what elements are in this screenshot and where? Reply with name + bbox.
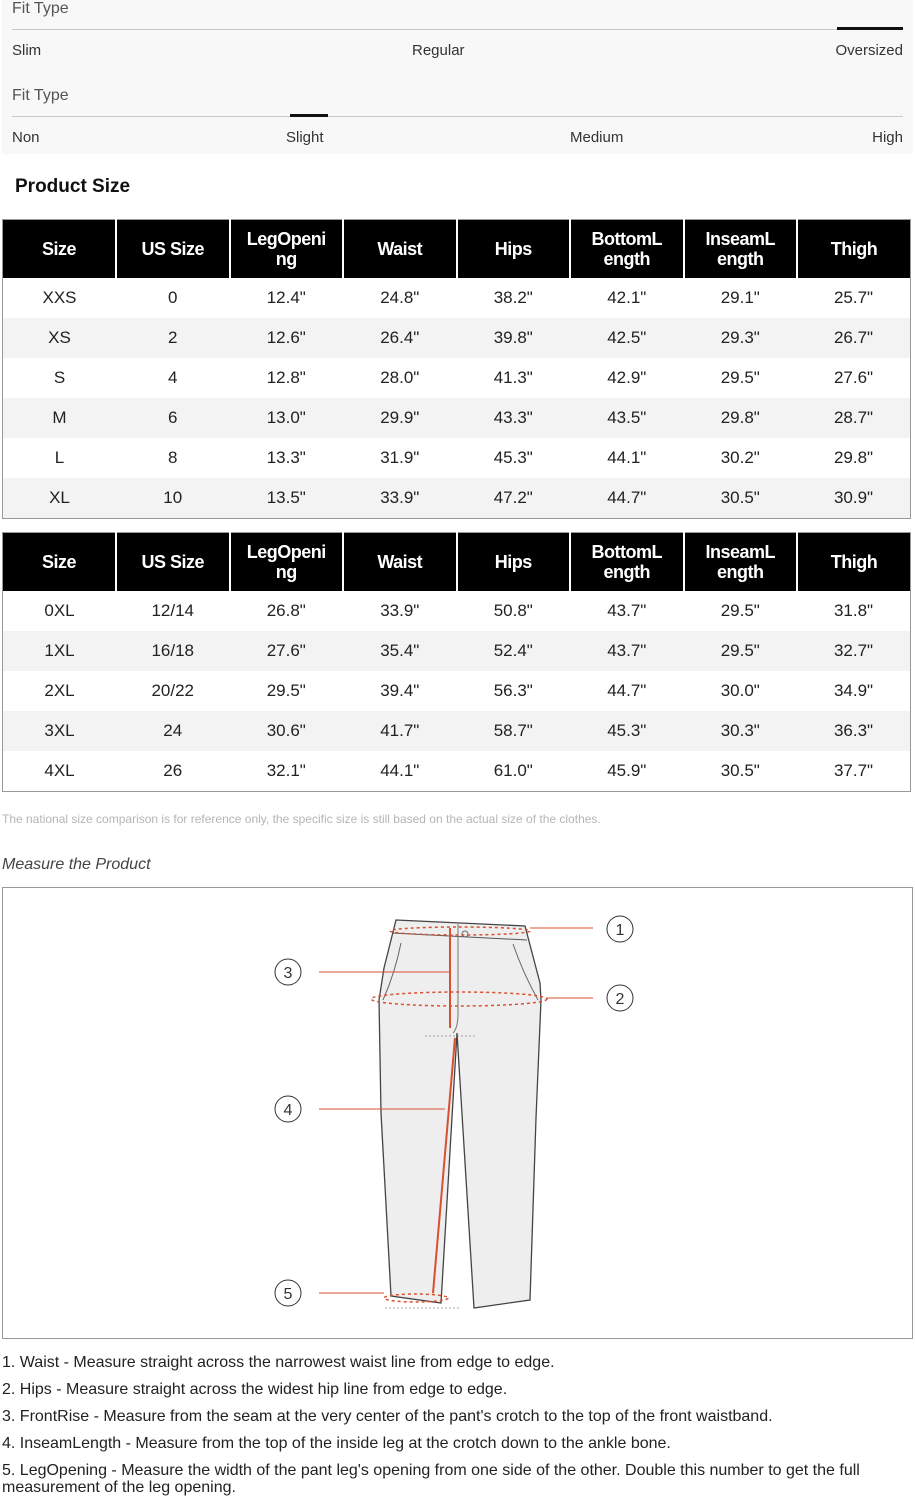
fit-type-panel: [2, 0, 913, 154]
instruction-inseam: 4. InseamLength - Measure from the top of the inside leg at the crotch down to the ankle bone.: [2, 1435, 671, 1452]
instruction-hips: 2. Hips - Measure straight across the widest hip line from edge to edge.: [2, 1381, 508, 1398]
table-cell: 2: [116, 318, 230, 358]
fit-type-indicator: [837, 27, 903, 30]
table-cell: 35.4": [343, 631, 457, 671]
table-cell: 8: [168, 448, 178, 467]
table-cell: S: [53, 368, 66, 387]
table-cell: 47.2": [457, 478, 571, 519]
table-cell: 31.9": [380, 448, 420, 467]
table-cell: L: [54, 448, 65, 467]
table-cell: 13.5": [230, 478, 344, 519]
stretch-label-non: Non: [12, 129, 40, 146]
table-cell: 45.3": [493, 448, 533, 467]
table-cell: 29.5": [266, 681, 306, 700]
callout-1: 1: [615, 922, 625, 939]
table-cell: 42.5": [570, 318, 684, 358]
header-us-size: US Size: [116, 533, 230, 592]
table-cell: 41.7": [343, 711, 457, 751]
header-thigh: Thigh: [797, 220, 911, 279]
header-leg-opening: LegOpeni ng: [230, 220, 344, 279]
table-cell: XS: [3, 318, 117, 358]
table-cell: 30.3": [684, 711, 798, 751]
table-row: [3, 398, 911, 438]
header-us-size: US Size: [116, 220, 230, 279]
header-bottom-length: BottomL ength: [570, 220, 684, 279]
table-cell: 45.3": [570, 711, 684, 751]
table-cell: 32.1": [266, 761, 306, 780]
table-cell: 50.8": [493, 601, 533, 620]
header-waist: Waist: [343, 220, 457, 279]
header-bottom-length: BottomL ength: [570, 533, 684, 592]
table-cell: 6: [116, 398, 230, 438]
table-header-row: [3, 533, 911, 592]
table-row: [3, 631, 911, 671]
table-cell: 29.5": [684, 631, 798, 671]
table-cell: 43.7": [607, 601, 647, 620]
table-row: [3, 591, 911, 631]
table-cell: 52.4": [457, 631, 571, 671]
table-row: [3, 751, 911, 792]
header-thigh: Thigh: [797, 533, 911, 592]
stretch-type-title: Fit Type: [12, 87, 69, 104]
table-cell: 20/22: [151, 681, 195, 700]
table-cell: 43.7": [570, 631, 684, 671]
size-table-regular: [2, 219, 911, 519]
table-cell: 2XL: [44, 681, 75, 700]
table-row: [3, 671, 911, 711]
table-cell: 30.2": [720, 448, 760, 467]
table-cell: 38.2": [493, 288, 533, 307]
table-cell: 29.5": [720, 601, 760, 620]
table-cell: 0XL: [44, 601, 75, 620]
table-cell: 44.7": [570, 478, 684, 519]
table-cell: 29.3": [684, 318, 798, 358]
header-waist: Waist: [343, 533, 457, 592]
table-cell: 39.4": [380, 681, 420, 700]
measure-title: Measure the Product: [2, 856, 151, 873]
table-row: [3, 278, 911, 318]
table-cell: 45.9": [607, 761, 647, 780]
table-cell: 33.9": [343, 478, 457, 519]
table-cell: 44.1": [607, 448, 647, 467]
header-inseam-length: InseamL ength: [684, 533, 798, 592]
table-cell: 30.5": [720, 761, 760, 780]
table-cell: 13.0": [230, 398, 344, 438]
fit-label-oversized: Oversized: [835, 42, 903, 59]
table-cell: 58.7": [457, 711, 571, 751]
table-cell: 26.8": [266, 601, 306, 620]
table-cell: 29.8": [684, 398, 798, 438]
table-cell: 0: [168, 288, 178, 307]
table-row: [3, 358, 911, 398]
table-cell: 44.1": [380, 761, 420, 780]
table-cell: 41.3": [493, 368, 533, 387]
table-cell: 29.1": [720, 288, 760, 307]
table-cell: 56.3": [493, 681, 533, 700]
fit-type-scale-line: [12, 29, 903, 30]
callout-5: 5: [283, 1286, 293, 1303]
measurement-diagram: [2, 887, 913, 1339]
table-cell: 33.9": [380, 601, 420, 620]
measurement-instructions: [2, 1354, 913, 1506]
table-cell: 42.1": [607, 288, 647, 307]
table-cell: 30.0": [720, 681, 760, 700]
instruction-leg-opening: 5. LegOpening - Measure the width of the pant leg's opening from one side of the other. Double this number to get the full measurement of the leg opening.: [2, 1462, 860, 1496]
table-cell: 12.4": [266, 288, 306, 307]
header-inseam-length: InseamL ength: [684, 220, 798, 279]
table-cell: 36.3": [797, 711, 911, 751]
table-cell: 37.7": [833, 761, 874, 780]
table-cell: M: [3, 398, 117, 438]
table-cell: XXS: [42, 288, 77, 307]
table-cell: 29.8": [833, 448, 874, 467]
table-cell: 16/18: [116, 631, 230, 671]
table-cell: 28.7": [797, 398, 911, 438]
stretch-label-slight: Slight: [286, 129, 324, 146]
header-hips: Hips: [457, 220, 571, 279]
product-size-title: Product Size: [15, 176, 131, 197]
table-cell: 30.9": [797, 478, 911, 519]
table-cell: 61.0": [493, 761, 533, 780]
table-row: [3, 711, 911, 751]
table-cell: 12.8": [266, 368, 306, 387]
table-cell: 4: [168, 368, 178, 387]
table-cell: 1XL: [3, 631, 117, 671]
table-cell: 27.6": [230, 631, 344, 671]
stretch-label-high: High: [872, 129, 903, 146]
pants-diagram-svg: [3, 888, 912, 1338]
table-cell: 12/14: [151, 601, 195, 620]
table-cell: 29.9": [343, 398, 457, 438]
table-cell: 26: [163, 761, 183, 780]
header-size: Size: [3, 220, 117, 279]
stretch-indicator: [290, 114, 328, 117]
header-hips: Hips: [457, 533, 571, 592]
table-cell: 26.4": [343, 318, 457, 358]
stretch-label-medium: Medium: [570, 129, 624, 146]
table-cell: 39.8": [457, 318, 571, 358]
pants-outline-icon: [379, 920, 541, 1308]
table-cell: 31.8": [833, 601, 874, 620]
table-cell: 42.9": [607, 368, 647, 387]
table-cell: 44.7": [607, 681, 647, 700]
table-cell: 26.7": [797, 318, 911, 358]
callout-2: 2: [615, 991, 625, 1008]
instruction-front-rise: 3. FrontRise - Measure from the seam at the very center of the pant's crotch to the top of the front waistband.: [2, 1408, 773, 1425]
callout-3: 3: [283, 965, 293, 982]
table-cell: 29.5": [720, 368, 760, 387]
table-cell: 24: [116, 711, 230, 751]
table-cell: 43.5": [570, 398, 684, 438]
table-cell: 13.3": [266, 448, 306, 467]
table-cell: 27.6": [833, 368, 874, 387]
table-row: [3, 478, 911, 519]
size-note: The national size comparison is for reference only, the specific size is still based on the actual size of the clothes.: [2, 812, 601, 826]
fit-type-title: Fit Type: [12, 0, 69, 17]
table-cell: XL: [3, 478, 117, 519]
table-cell: 30.6": [230, 711, 344, 751]
table-header-row: [3, 220, 911, 279]
instruction-waist: 1. Waist - Measure straight across the narrowest waist line from edge to edge.: [2, 1354, 555, 1371]
table-row: [3, 438, 911, 478]
header-size: Size: [3, 533, 117, 592]
table-cell: 3XL: [3, 711, 117, 751]
table-row: [3, 318, 911, 358]
table-cell: 43.3": [457, 398, 571, 438]
header-leg-opening: LegOpeni ng: [230, 533, 344, 592]
table-cell: 28.0": [380, 368, 420, 387]
table-cell: 34.9": [833, 681, 874, 700]
fit-label-regular: Regular: [412, 42, 465, 59]
callout-4: 4: [283, 1102, 293, 1119]
table-cell: 30.5": [684, 478, 798, 519]
stretch-scale-line: [12, 116, 903, 117]
table-cell: 25.7": [833, 288, 874, 307]
table-cell: 4XL: [44, 761, 75, 780]
size-table-plus: [2, 532, 911, 792]
table-cell: 32.7": [797, 631, 911, 671]
table-cell: 10: [116, 478, 230, 519]
table-cell: 12.6": [230, 318, 344, 358]
table-cell: 24.8": [380, 288, 420, 307]
fit-label-slim: Slim: [12, 42, 42, 59]
